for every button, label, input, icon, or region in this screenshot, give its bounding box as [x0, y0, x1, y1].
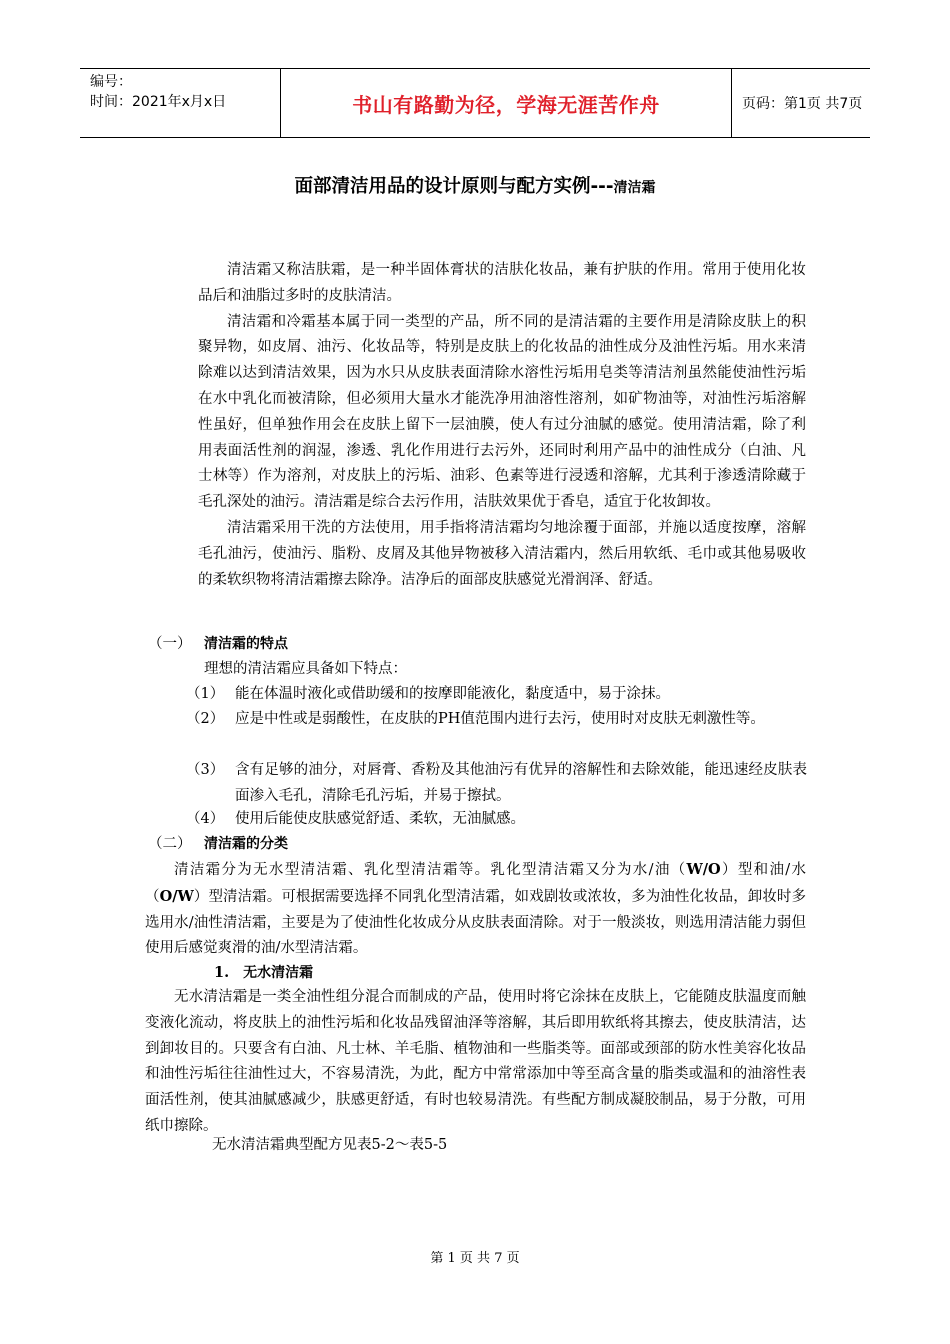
section-1-title: 清洁霜的特点 — [204, 636, 288, 652]
list-item-number: （3） — [186, 762, 225, 778]
list-item-text: 含有足够的油分，对唇膏、香粉及其他油污有优异的溶解性和去除效能，能迅速经皮肤表面渗入毛孔，清除毛孔污垢，并易于擦拭。 — [235, 762, 807, 804]
header-left-cell — [80, 69, 280, 137]
intro-paragraph-3: 清洁霜采用干洗的方法使用，用手指将清洁霜均匀地涂覆于面部，并施以适度按摩，溶解毛孔油污，使油污、脂粉、皮屑及其他异物被移入清洁霜内，然后用软纸、毛巾或其他易吸收的柔软织物将清洁霜擦去除净。洁净后的面部皮肤感觉光滑润泽、舒适。 — [198, 519, 806, 588]
list-item-text: 使用后能使皮肤感觉舒适、柔软，无油腻感。 — [235, 811, 525, 827]
document-title-suffix: 清洁霜 — [613, 180, 656, 196]
document-title-main: 面部清洁用品的设计原则与配方实例--- — [294, 176, 614, 197]
doc-number-label: 编号： — [90, 74, 132, 90]
list-item-number: （4） — [186, 811, 225, 827]
text-run: 清洁霜分为无水型清洁霜、乳化型清洁霜等。乳化型清洁霜又分为水/油（ — [174, 862, 687, 878]
page-footer: 第 1 页 共 7 页 — [430, 1251, 520, 1266]
table-reference: 无水清洁霜典型配方见表5-2～表5-5 — [212, 1137, 448, 1153]
subsection-1-body — [145, 985, 806, 1140]
subsection-1-paragraph: 无水清洁霜是一类全油性组分混合而制成的产品，使用时将它涂抹在皮肤上，它能随皮肤温度而触变液化流动，将皮肤上的油性污垢和化妆品残留油泽等溶解，其后即用软纸将其擦去，使皮肤清洁，达到卸妆目的。只要含有白油、凡士林、羊毛脂、植物油和一些脂类等。面部或颈部的防水性美容化妆品和油性污垢往往油性过大，不容易清洗，为此，配方中常常添加中等至高含量的脂类或温和的油溶性表面活性剂，使其油腻感减少，肤感更舒适，有时也较易清洗。有些配方制成凝胶制品，易于分散，可用纸巾擦除。 — [145, 989, 806, 1134]
section-2-heading — [148, 832, 288, 858]
wo-label: W/O — [686, 861, 721, 878]
header-motto: 书山有路勤为径，学海无涯苦作舟 — [352, 92, 660, 117]
intro-paragraph-2: 清洁霜和冷霜基本属于同一类型的产品，所不同的是清洁霜的主要作用是清除皮肤上的积聚异物，如皮屑、油污、化妆品等，特别是皮肤上的化妆品的油性成分及油性污垢。用水来清除难以达到清洁效果，因为水只从皮肤表面清除水溶性污垢用皂类等清洁剂虽然能使油性污垢在水中乳化而被清除，但必须用大量水才能洗净用油溶性溶剂，如矿物油等，对油性污垢溶解性虽好，但单独作用会在皮肤上留下一层油膜，使人有过分油腻的感觉。使用清洁霜，除了利用表面活性剂的润湿，渗透、乳化作用进行去污外，还同时利用产品中的油性成分（白油、凡士林等）作为溶剂，对皮肤上的污垢、油彩、色素等进行浸透和溶解，尤其利于渗透清除藏于毛孔深处的油污。清洁霜是综合去污作用，洁肤效果优于香皂，适宜于化妆卸妆。 — [198, 313, 806, 511]
header-motto-cell — [280, 69, 732, 137]
subsection-1-heading — [214, 960, 313, 987]
document-title — [0, 172, 950, 198]
section-2-body — [145, 857, 806, 962]
header-page-cell — [732, 69, 870, 137]
header-page-label: 页码：第1页 共7页 — [742, 96, 863, 112]
subsection-1-title: 无水清洁霜 — [243, 965, 314, 981]
ow-label: O/W — [159, 887, 194, 905]
subsection-1-number: 1. — [214, 964, 230, 981]
header-table — [80, 68, 870, 138]
list-item-text: 应是中性或是弱酸性，在皮肤的PH值范围内进行去污，使用时对皮肤无刺激性等。 — [235, 711, 765, 727]
intro-section — [198, 258, 806, 593]
doc-time-label: 时间：2021年x月x日 — [90, 94, 227, 110]
intro-paragraph-1: 清洁霜又称洁肤霜，是一种半固体膏状的洁肤化妆品，兼有护肤的作用。常用于使用化妆品后和油脂过多时的皮肤清洁。 — [198, 262, 806, 304]
section-1-heading — [148, 632, 288, 658]
list-item-text: 能在体温时液化或借助缓和的按摩即能液化，黏度适中，易于涂抹。 — [235, 686, 670, 702]
section-2-title: 清洁霜的分类 — [204, 836, 288, 852]
section-2-number: （二） — [148, 836, 192, 852]
list-item-number: （2） — [186, 711, 225, 727]
section-1-lead: 理想的清洁霜应具备如下特点： — [204, 661, 407, 677]
section-1-number: （一） — [148, 636, 192, 652]
section-2-paragraph-1 — [145, 857, 806, 962]
text-run: ）型和油/水（ — [145, 862, 806, 905]
list-item-number: （1） — [186, 686, 225, 702]
text-run: ）型清洁霜。可根据需要选择不同乳化型清洁霜，如戏剧妆或浓妆，多为油性化妆品，卸妆时多选用水/油性清洁霜，主要是为了使油性化妆成分从皮肤表面清除。对于一般淡妆，则选用清洁能力弱但使用后感觉爽滑的油/水型清洁霜。 — [145, 888, 806, 957]
